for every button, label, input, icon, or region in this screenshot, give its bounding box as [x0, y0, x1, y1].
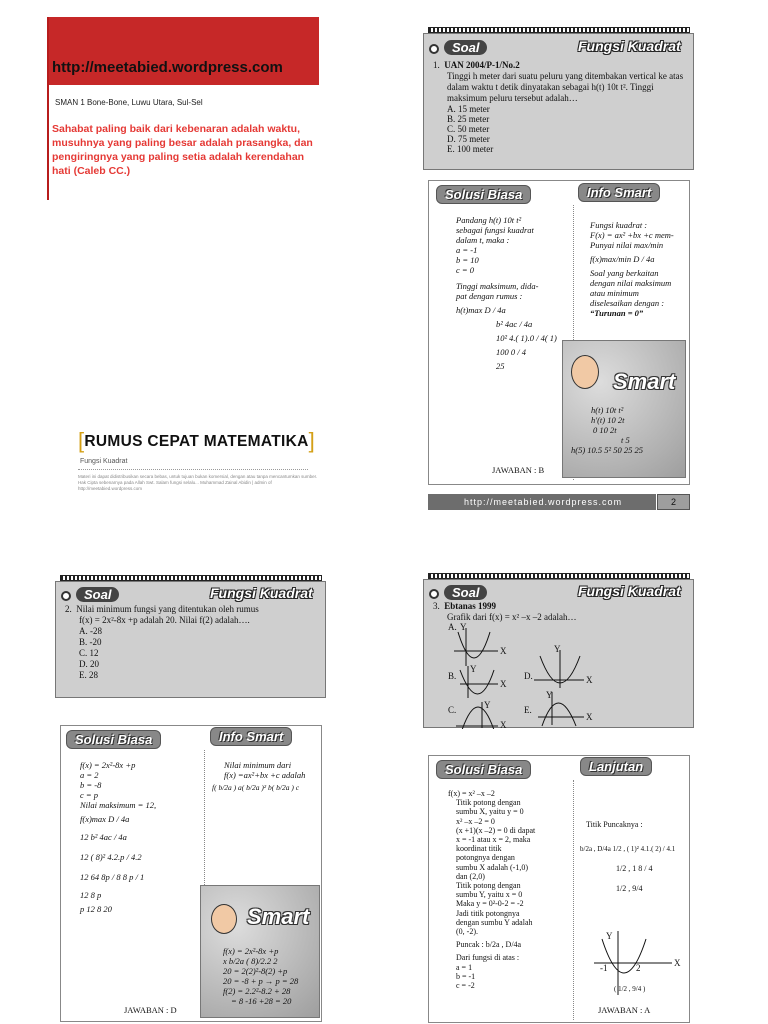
ring-icon [61, 591, 71, 601]
cover-note: Materi ini dapat didistribusikan secara bebas, untuk tujuan bukan komersial, dengan atau tanpa mencantumkan sumber. Hak Cipta sebenarnya pada Allah Swt. Salam fungsi selalu... Muhammad Zainal Abidin | admin of http://meetabied.wordpress.com [78, 474, 318, 491]
q3-solution: f(x) = x² –x –2 Titik potong dengan sumbu X, yaitu y = 0 x² –x –2 = 0 (x +1)(x –2) = 0 di dapat x = -1 atau x = 2, maka koordinat titik potongnya dengan sumbu X adalah (-1,0) dan (2,0) Titik potong dengan sumbu Y, yaitu x = 0 Maka y = 0²-0-2 = -2 Jadi titik potongnya dengan sumbu Y adalah (0, -2). Puncak : b/2a , D/4a Dari fungsi di atas : a = 1 b = -1 c = -2 [448, 789, 536, 991]
axis-x: X [500, 679, 507, 689]
q3-answer-graph [590, 925, 690, 1000]
q1-info: Fungsi kuadrat : F(x) = ax² +bx +c mem- Punyai nilai max/min f(x)max/min D / 4a Soal yang berkaitan dengan nilai maksimum atau minimum diselesaikan dengan : “Turunan = 0” [590, 220, 674, 318]
option-d-label[interactable]: D. [524, 671, 533, 681]
option-b-label[interactable]: B. [448, 671, 457, 681]
axis-y: Y [546, 690, 553, 700]
soal-label: Soal [444, 585, 487, 600]
q1-text: Tinggi h meter dari suatu peluru yang ditembakan vertical ke atas dalam waktu t detik dinyatakan sebagai h(t) 10t t². Tinggi maksimum peluru tersebut adalah… [447, 71, 684, 103]
q3-graph-options [424, 580, 695, 729]
option-a-label[interactable]: A. [448, 622, 457, 632]
footer-url[interactable]: http://meetabied.wordpress.com [428, 494, 656, 510]
option[interactable]: B. -20 [79, 637, 102, 647]
solusi-badge: Solusi Biasa [436, 760, 531, 779]
cover-divider [78, 469, 308, 470]
ring-icon [429, 44, 439, 54]
axis-x: X [586, 712, 593, 722]
soal-label: Soal [444, 40, 487, 55]
axis-y: Y [606, 931, 613, 941]
cover-title: [RUMUS CEPAT MATEMATIKA] [78, 428, 315, 453]
q3-panel [423, 579, 694, 728]
axis-y: Y [470, 664, 477, 674]
q2-options [65, 626, 323, 681]
cover-school: SMAN 1 Bone-Bone, Luwu Utara, Sul-Sel [55, 98, 203, 107]
solusi-badge: Solusi Biasa [66, 730, 161, 749]
option[interactable]: A. -28 [79, 626, 102, 636]
q1-question: 1. UAN 2004/P-1/No.2 Tinggi h meter dari suatu peluru yang ditembakan vertical ke atas dalam waktu t detik dinyatakan sebagai h(t) 10t t². Tinggi maksimum peluru tersebut adalah… A. 15 meter B. 25 meter C. 50 meter D. 75 meter E. 100 meter [433, 60, 691, 154]
option-e-label[interactable]: E. [524, 705, 532, 715]
axis-y: Y [554, 644, 561, 654]
option[interactable]: A. 15 meter [447, 104, 490, 114]
cartoon-face-icon [211, 904, 237, 934]
column-divider [573, 780, 574, 1020]
axis-y: Y [484, 700, 491, 710]
q3-answer: JAWABAN : A [598, 1005, 651, 1015]
axis-x: X [586, 675, 593, 685]
cover-quote: Sahabat paling baik dari kebenaran adalah waktu, musuhnya yang paling besar adalah prasangka, dan pengiringnya yang paling setia adalah kerendahan hati (Caleb CC.) [52, 123, 313, 177]
solusi-badge: Solusi Biasa [436, 185, 531, 204]
option[interactable]: E. 100 meter [447, 144, 494, 154]
q2-question: 2. Nilai minimum fungsi yang ditentukan oleh rumus f(x) = 2x²-8x +p adalah 20. Nilai f(2) adalah…. A. -28 B. -20 C. 12 D. 20 E. 28 [65, 604, 323, 681]
option[interactable]: C. 12 [79, 648, 99, 658]
option[interactable]: D. 20 [79, 659, 99, 669]
cartoon-face-icon [571, 355, 599, 389]
graph-label: 2 [636, 963, 641, 973]
cover-url[interactable]: http://meetabied.wordpress.com [52, 59, 283, 76]
soal-label: Soal [76, 587, 119, 602]
topic-title: Fungsi Kuadrat [578, 583, 681, 599]
info-badge: Info Smart [578, 183, 660, 202]
q1-answer: JAWABAN : B [492, 465, 545, 475]
topic-title: Fungsi Kuadrat [578, 38, 681, 54]
q2-smart-steps: f(x) = 2x²-8x +p x b/2a ( 8)/2.2 2 20 = 2(2)²-8(2) +p 20 = -8 + p → p = 28 f(2) = 2.2²-8.2 + 28 = 8 -16 +28 = 20 [223, 946, 299, 1006]
q1-smart-box [562, 340, 686, 478]
smart-label: Smart [247, 904, 310, 929]
q2-info: Nilai minimum dari f(x) =ax²+bx +c adalah f( b/2a ) a( b/2a )² b( b/2a ) c [212, 760, 306, 792]
q2-answer: JAWABAN : D [124, 1005, 177, 1015]
q2-panel [55, 581, 326, 698]
page-number: 2 [657, 494, 690, 510]
lanjutan-badge: Lanjutan [580, 757, 652, 776]
option[interactable]: E. 28 [79, 670, 98, 680]
cover-subtitle: Fungsi Kuadrat [80, 458, 128, 465]
graph-label: ( 1/2 , 9/4 ) [614, 985, 646, 993]
option[interactable]: B. 25 meter [447, 114, 490, 124]
smart-label: Smart [613, 369, 676, 394]
q1-solution: Pandang h(t) 10t t² sebagai fungsi kuadrat dalam t, maka : a = -1 b = 10 c = 0 Tinggi maksimum, dida- pat dengan rumus : h(t)max D / 4a b² 4ac / 4a 10² 4.( 1).0 / 4( 1) 100 0 / 4 25 [456, 215, 557, 371]
axis-x: X [674, 958, 681, 968]
q3-question: 3. Ebtanas 1999 Grafik dari f(x) = x² –x –2 adalah… [433, 601, 577, 622]
q1-smart-steps: h(t) 10t t² h'(t) 10 2t 0 10 2t t 5 h(5) 10.5 5² 50 25 25 [571, 405, 643, 455]
option[interactable]: C. 50 meter [447, 124, 490, 134]
axis-y: Y [460, 622, 467, 632]
q3-lanjutan: Titik Puncaknya : b/2a , D/4a 1/2 , ( 1)² 4.1.( 2) / 4.1 1/2 , 1 8 / 4 1/2 , 9/4 [580, 820, 676, 893]
q1-panel [423, 33, 694, 170]
q1-options [433, 104, 691, 154]
option[interactable]: D. 75 meter [447, 134, 490, 144]
q2-solution: f(x) = 2x²-8x +p a = 2 b = -8 c = p Nilai maksimum = 12, f(x)max D / 4a 12 b² 4ac / 4a 12 ( 8)² 4.2.p / 4.2 12 64 8p / 8 8 p / 1 12 8 p p 12 8 20 [80, 760, 157, 914]
graph-label: -1 [600, 963, 608, 973]
topic-title: Fungsi Kuadrat [210, 585, 313, 601]
info-badge: Info Smart [210, 727, 292, 746]
q2-smart-box [200, 885, 320, 1018]
axis-x: X [500, 646, 507, 656]
axis-x: X [500, 720, 507, 729]
option-c-label[interactable]: C. [448, 705, 457, 715]
